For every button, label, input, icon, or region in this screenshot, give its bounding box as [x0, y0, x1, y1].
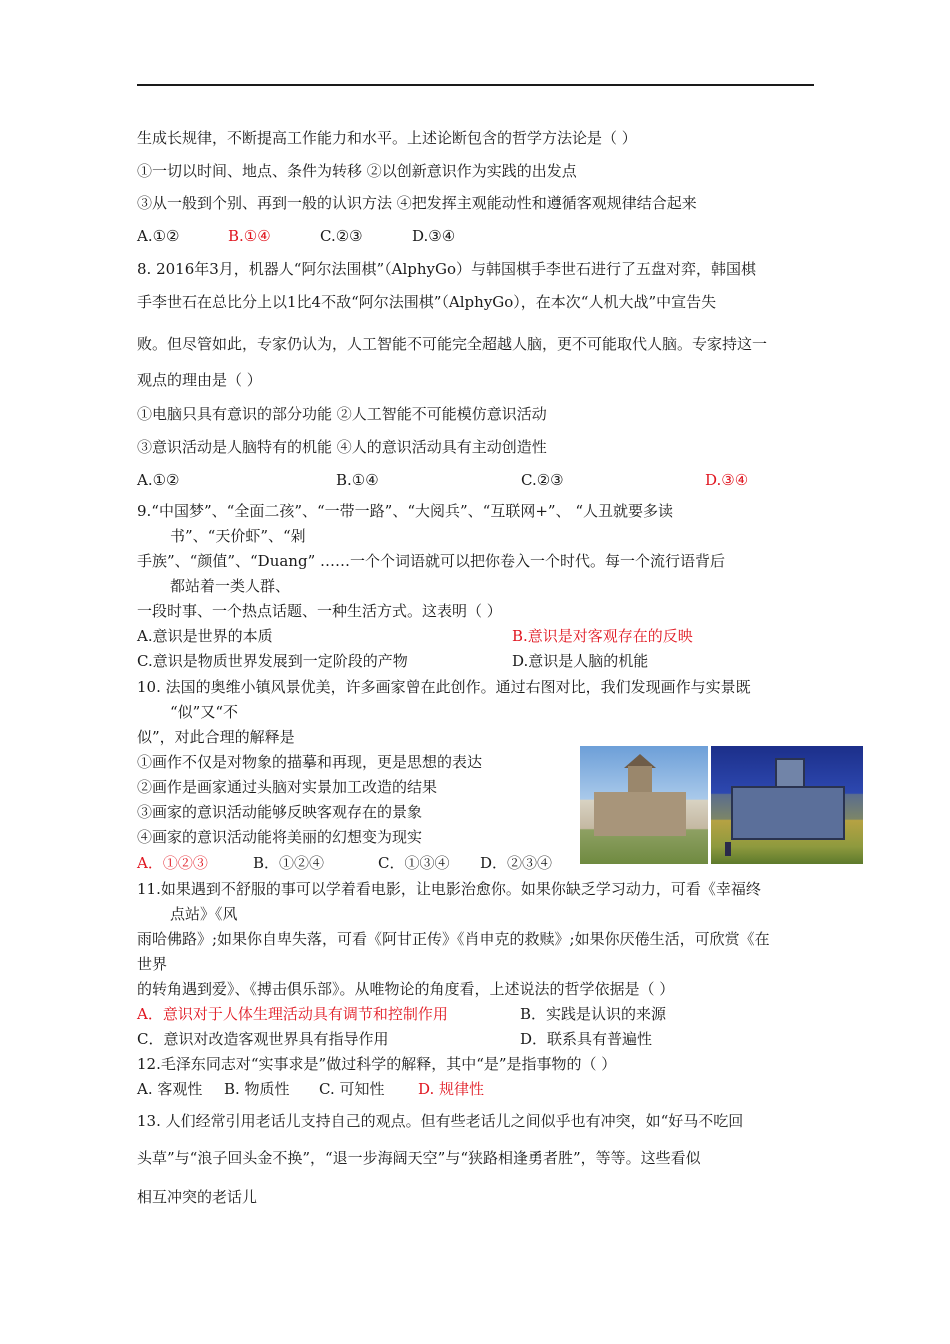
q10-line-5: ②画作是画家通过头脑对实景加工改造的结果	[137, 778, 438, 796]
q13-line-2: 头草”与“浪子回头金不换”，“退一步海阔天空”与“狭路相逢勇者胜”，等等。这些看似	[137, 1149, 701, 1167]
q10-line-6: ③画家的意识活动能够反映客观存在的景象	[137, 803, 423, 821]
q11-line-2: 点站》《风	[170, 905, 238, 923]
q10-line-1: 10. 法国的奥维小镇风景优美，许多画家曾在此创作。通过右图对比，我们发现画作与实景既	[137, 678, 751, 696]
q11-line-1: 11.如果遇到不舒服的事可以学着看电影，让电影治愈你。如果你缺乏学习动力，可看《幸福终	[137, 880, 761, 898]
q7-line-2: ①一切以时间、地点、条件为转移 ②以创新意识作为实践的出发点	[137, 162, 577, 180]
q12-option-b: B. 物质性	[224, 1080, 290, 1098]
q10-line-2: “似”又“不	[170, 703, 239, 721]
q8-line-2: 手李世石在总比分上以1比4不敌“阿尔法围棋”（AlphyGo），在本次“人机大战”中宣告失	[137, 293, 717, 311]
q10-option-a-answer: A．①②③	[137, 854, 208, 872]
q10-option-c: C．①③④	[378, 854, 450, 872]
q11-option-c: C．意识对改造客观世界具有指导作用	[137, 1030, 389, 1048]
q11-line-3: 雨哈佛路》;如果你自卑失落，可看《阿甘正传》《肖申克的救赎》;如果你厌倦生活，可欣赏《在	[137, 930, 770, 948]
q11-option-b: B．实践是认识的来源	[520, 1005, 667, 1023]
q8-line-6: ③意识活动是人脑特有的机能 ④人的意识活动具有主动创造性	[137, 438, 547, 456]
q11-option-a-answer: A．意识对于人体生理活动具有调节和控制作用	[137, 1005, 448, 1023]
q10-line-7: ④画家的意识活动能将美丽的幻想变为现实	[137, 828, 423, 846]
header-rule	[137, 84, 814, 86]
church-comparison-figure	[580, 746, 863, 864]
q10-line-3: 似”，对此合理的解释是	[137, 728, 295, 746]
q11-line-5: 的转角遇到爱》、《搏击俱乐部》。从唯物论的角度看，上述说法的哲学依据是（ ）	[137, 980, 675, 998]
q10-option-d: D．②③④	[480, 854, 553, 872]
q8-line-4: 观点的理由是（ ）	[137, 371, 262, 389]
q9-option-c: C.意识是物质世界发展到一定阶段的产物	[137, 652, 408, 670]
q13-line-3: 相互冲突的老话儿	[137, 1188, 258, 1206]
q7-option-d: D.③④	[412, 227, 456, 245]
q11-option-d: D．联系具有普遍性	[520, 1030, 653, 1048]
q8-line-5: ①电脑只具有意识的部分功能 ②人工智能不可能模仿意识活动	[137, 405, 547, 423]
q7-line-1: 生成长规律，不断提高工作能力和水平。上述论断包含的哲学方法论是（ ）	[137, 129, 637, 147]
q8-option-d-answer: D.③④	[705, 471, 749, 489]
q10-line-4: ①画作不仅是对物象的描摹和再现，更是思想的表达	[137, 753, 483, 771]
q12-option-a: A. 客观性	[137, 1080, 203, 1098]
q9-line-5: 一段时事、一个热点话题、一种生活方式。这表明（ ）	[137, 602, 502, 620]
q7-option-c: C.②③	[320, 227, 363, 245]
q8-line-1: 8. 2016年3月，机器人“阿尔法围棋”（AlphyGo）与韩国棋手李世石进行了五盘对弈，韩国棋	[137, 260, 757, 278]
q7-line-3: ③从一般到个别、再到一般的认识方法 ④把发挥主观能动性和遵循客观规律结合起来	[137, 194, 697, 212]
q8-line-3: 败。但尽管如此，专家仍认为，人工智能不可能完全超越人脑，更不可能取代人脑。专家持这一	[137, 335, 768, 353]
q9-option-b-answer: B.意识是对客观存在的反映	[512, 627, 693, 645]
q9-option-a: A.意识是世界的本质	[137, 627, 273, 645]
q7-option-a: A.①②	[137, 227, 180, 245]
q8-option-c: C.②③	[521, 471, 564, 489]
q8-option-a: A.①②	[137, 471, 180, 489]
q7-option-b-answer: B.①④	[228, 227, 271, 245]
q9-option-d: D.意识是人脑的机能	[512, 652, 649, 670]
church-photo-image	[580, 746, 708, 864]
q9-line-4: 都站着一类人群、	[170, 577, 291, 595]
q11-line-4: 世界	[137, 955, 168, 973]
q9-line-3: 手族”、“颜值”、“Duang” ……一个个词语就可以把你卷入一个时代。每一个流行语背后	[137, 552, 726, 570]
q12-line-1: 12.毛泽东同志对“实事求是”做过科学的解释，其中“是”是指事物的（ ）	[137, 1055, 617, 1073]
church-painting-image	[711, 746, 863, 864]
q13-line-1: 13. 人们经常引用老话儿支持自己的观点。但有些老话儿之间似乎也有冲突，如“好马不吃回	[137, 1112, 744, 1130]
q9-line-1: 9.“中国梦”、“全面二孩”、“一带一路”、“大阅兵”、“互联网+”、 “人丑就要多读	[137, 502, 674, 520]
q9-line-2: 书”、“天价虾”、“剁	[170, 527, 306, 545]
q10-option-b: B．①②④	[253, 854, 325, 872]
q12-option-d-answer: D. 规律性	[418, 1080, 485, 1098]
q8-option-b: B.①④	[336, 471, 379, 489]
q12-option-c: C. 可知性	[319, 1080, 385, 1098]
